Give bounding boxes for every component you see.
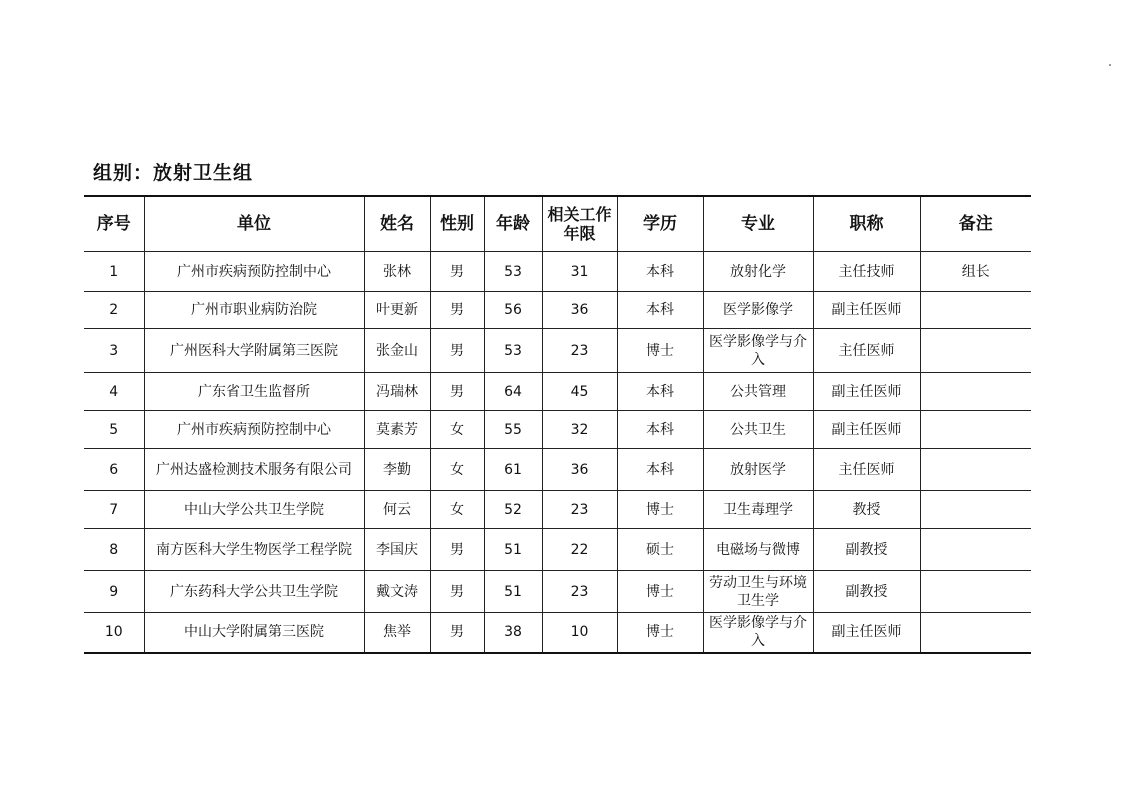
unit-cell: 广东药科大学公共卫生学院 — [144, 571, 364, 613]
education-cell: 博士 — [617, 613, 703, 653]
table-row — [84, 373, 1031, 411]
years-cell: 45 — [542, 373, 617, 411]
years-cell: 23 — [542, 571, 617, 613]
education-cell: 博士 — [617, 491, 703, 529]
note-cell — [920, 292, 1031, 329]
years-cell: 10 — [542, 613, 617, 653]
note-cell — [920, 329, 1031, 373]
age-cell: 51 — [484, 571, 542, 613]
row-number: 2 — [84, 292, 144, 329]
name-cell: 戴文涛 — [364, 571, 430, 613]
gender-cell: 女 — [430, 411, 484, 449]
name-cell: 张金山 — [364, 329, 430, 373]
age-cell: 38 — [484, 613, 542, 653]
education-cell: 本科 — [617, 373, 703, 411]
column-header: 相关工作年限 — [542, 196, 617, 252]
unit-cell: 南方医科大学生物医学工程学院 — [144, 529, 364, 571]
table-body — [84, 252, 1031, 653]
age-cell: 52 — [484, 491, 542, 529]
age-cell: 53 — [484, 252, 542, 292]
row-number: 5 — [84, 411, 144, 449]
table-header-row — [84, 196, 1031, 252]
table-row — [84, 491, 1031, 529]
major-cell: 医学影像学 — [703, 292, 813, 329]
years-cell: 23 — [542, 491, 617, 529]
age-cell: 51 — [484, 529, 542, 571]
unit-cell: 广州市职业病防治院 — [144, 292, 364, 329]
major-cell: 医学影像学与介入 — [703, 613, 813, 653]
note-cell — [920, 491, 1031, 529]
expert-roster-table — [84, 195, 1031, 654]
row-number: 9 — [84, 571, 144, 613]
row-number: 10 — [84, 613, 144, 653]
unit-cell: 中山大学公共卫生学院 — [144, 491, 364, 529]
group-heading: 组别：放射卫生组 — [93, 162, 254, 184]
gender-cell: 男 — [430, 252, 484, 292]
age-cell: 55 — [484, 411, 542, 449]
major-cell: 劳动卫生与环境卫生学 — [703, 571, 813, 613]
major-cell: 医学影像学与介入 — [703, 329, 813, 373]
age-cell: 64 — [484, 373, 542, 411]
major-cell: 卫生毒理学 — [703, 491, 813, 529]
title-cell: 主任医师 — [813, 329, 920, 373]
years-cell: 22 — [542, 529, 617, 571]
note-cell — [920, 411, 1031, 449]
row-number: 1 — [84, 252, 144, 292]
gender-cell: 男 — [430, 329, 484, 373]
title-cell: 主任技师 — [813, 252, 920, 292]
table-row — [84, 292, 1031, 329]
column-header: 单位 — [144, 196, 364, 252]
name-cell: 李国庆 — [364, 529, 430, 571]
table-row — [84, 449, 1031, 491]
education-cell: 博士 — [617, 329, 703, 373]
unit-cell: 广东省卫生监督所 — [144, 373, 364, 411]
name-cell: 叶更新 — [364, 292, 430, 329]
years-cell: 23 — [542, 329, 617, 373]
education-cell: 本科 — [617, 292, 703, 329]
education-cell: 本科 — [617, 411, 703, 449]
unit-cell: 广州达盛检测技术服务有限公司 — [144, 449, 364, 491]
years-cell: 31 — [542, 252, 617, 292]
education-cell: 本科 — [617, 449, 703, 491]
scan-speck — [1109, 64, 1111, 66]
title-cell: 副主任医师 — [813, 411, 920, 449]
major-cell: 放射医学 — [703, 449, 813, 491]
title-cell: 主任医师 — [813, 449, 920, 491]
row-number: 8 — [84, 529, 144, 571]
age-cell: 56 — [484, 292, 542, 329]
education-cell: 硕士 — [617, 529, 703, 571]
table-row — [84, 252, 1031, 292]
years-cell: 32 — [542, 411, 617, 449]
column-header: 备注 — [920, 196, 1031, 252]
table-row — [84, 571, 1031, 613]
major-cell: 电磁场与微博 — [703, 529, 813, 571]
column-header: 性别 — [430, 196, 484, 252]
table-row — [84, 529, 1031, 571]
note-cell — [920, 449, 1031, 491]
row-number: 3 — [84, 329, 144, 373]
name-cell: 莫素芳 — [364, 411, 430, 449]
unit-cell: 中山大学附属第三医院 — [144, 613, 364, 653]
note-cell — [920, 373, 1031, 411]
row-number: 7 — [84, 491, 144, 529]
name-cell: 李勤 — [364, 449, 430, 491]
gender-cell: 男 — [430, 571, 484, 613]
unit-cell: 广州医科大学附属第三医院 — [144, 329, 364, 373]
title-cell: 副教授 — [813, 529, 920, 571]
title-cell: 副教授 — [813, 571, 920, 613]
age-cell: 53 — [484, 329, 542, 373]
column-header: 序号 — [84, 196, 144, 252]
gender-cell: 男 — [430, 292, 484, 329]
note-cell — [920, 571, 1031, 613]
table-row — [84, 411, 1031, 449]
row-number: 4 — [84, 373, 144, 411]
years-cell: 36 — [542, 292, 617, 329]
age-cell: 61 — [484, 449, 542, 491]
note-cell — [920, 613, 1031, 653]
name-cell: 何云 — [364, 491, 430, 529]
title-cell: 副主任医师 — [813, 373, 920, 411]
gender-cell: 男 — [430, 613, 484, 653]
column-header: 学历 — [617, 196, 703, 252]
column-header: 姓名 — [364, 196, 430, 252]
note-cell: 组长 — [920, 252, 1031, 292]
name-cell: 张林 — [364, 252, 430, 292]
gender-cell: 男 — [430, 529, 484, 571]
major-cell: 公共管理 — [703, 373, 813, 411]
unit-cell: 广州市疾病预防控制中心 — [144, 252, 364, 292]
unit-cell: 广州市疾病预防控制中心 — [144, 411, 364, 449]
name-cell: 冯瑞林 — [364, 373, 430, 411]
education-cell: 本科 — [617, 252, 703, 292]
gender-cell: 女 — [430, 491, 484, 529]
row-number: 6 — [84, 449, 144, 491]
years-cell: 36 — [542, 449, 617, 491]
column-header: 年龄 — [484, 196, 542, 252]
education-cell: 博士 — [617, 571, 703, 613]
title-cell: 副主任医师 — [813, 292, 920, 329]
note-cell — [920, 529, 1031, 571]
title-cell: 教授 — [813, 491, 920, 529]
major-cell: 公共卫生 — [703, 411, 813, 449]
title-cell: 副主任医师 — [813, 613, 920, 653]
column-header: 专业 — [703, 196, 813, 252]
table-row — [84, 613, 1031, 653]
gender-cell: 女 — [430, 449, 484, 491]
table-row — [84, 329, 1031, 373]
major-cell: 放射化学 — [703, 252, 813, 292]
name-cell: 焦举 — [364, 613, 430, 653]
gender-cell: 男 — [430, 373, 484, 411]
column-header: 职称 — [813, 196, 920, 252]
